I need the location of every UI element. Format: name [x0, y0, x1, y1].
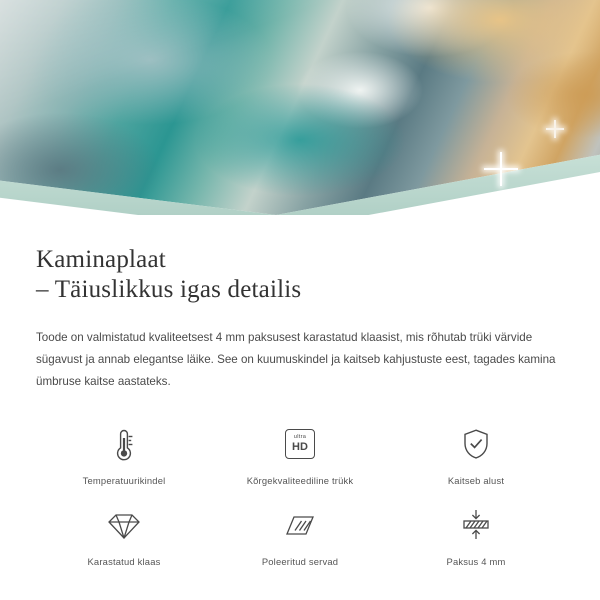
- page-title-line1: Kaminaplaat: [36, 246, 166, 273]
- feature-grid: [36, 423, 564, 567]
- thermometer-icon: [107, 423, 141, 465]
- feature-item-temperature: [36, 423, 212, 486]
- feature-item-tempered-glass: [36, 504, 212, 567]
- content-area: [0, 245, 600, 567]
- feature-label: Paksus 4 mm: [446, 556, 506, 567]
- product-description: Toode on valmistatud kvaliteetsest 4 mm paksusest karastatud klaasist, mis rõhutab trüki värvide sügavust ja annab elegantse läike. See on kuumuskindel ja kaitseb kahjustuste eest, tagades kamina ümbruse kaitse aastateks.: [36, 331, 556, 388]
- ultra-hd-badge-big: HD: [292, 440, 308, 453]
- feature-item-thickness: [388, 504, 564, 567]
- feature-item-protects-surface: [388, 423, 564, 486]
- hero-image: [0, 0, 600, 215]
- diamond-icon: [106, 504, 142, 546]
- polished-edges-icon: [282, 504, 318, 546]
- feature-label: Temperatuurikindel: [82, 475, 166, 486]
- ultra-hd-badge-small: ultra: [293, 434, 307, 441]
- feature-label: Kaitseb alust: [447, 475, 505, 486]
- feature-item-print-quality: [212, 423, 388, 486]
- page-title: [36, 245, 564, 305]
- shield-check-icon: [459, 423, 493, 465]
- feature-item-polished-edges: [212, 504, 388, 567]
- feature-label: Poleeritud servad: [261, 556, 339, 567]
- ultra-hd-icon: [285, 423, 315, 465]
- feature-label: Kõrgekvaliteediline trükk: [246, 475, 354, 486]
- thickness-icon: [459, 504, 493, 546]
- page-title-line2: – Täiuslikkus igas detailis: [36, 276, 302, 303]
- feature-label: Karastatud klaas: [87, 556, 161, 567]
